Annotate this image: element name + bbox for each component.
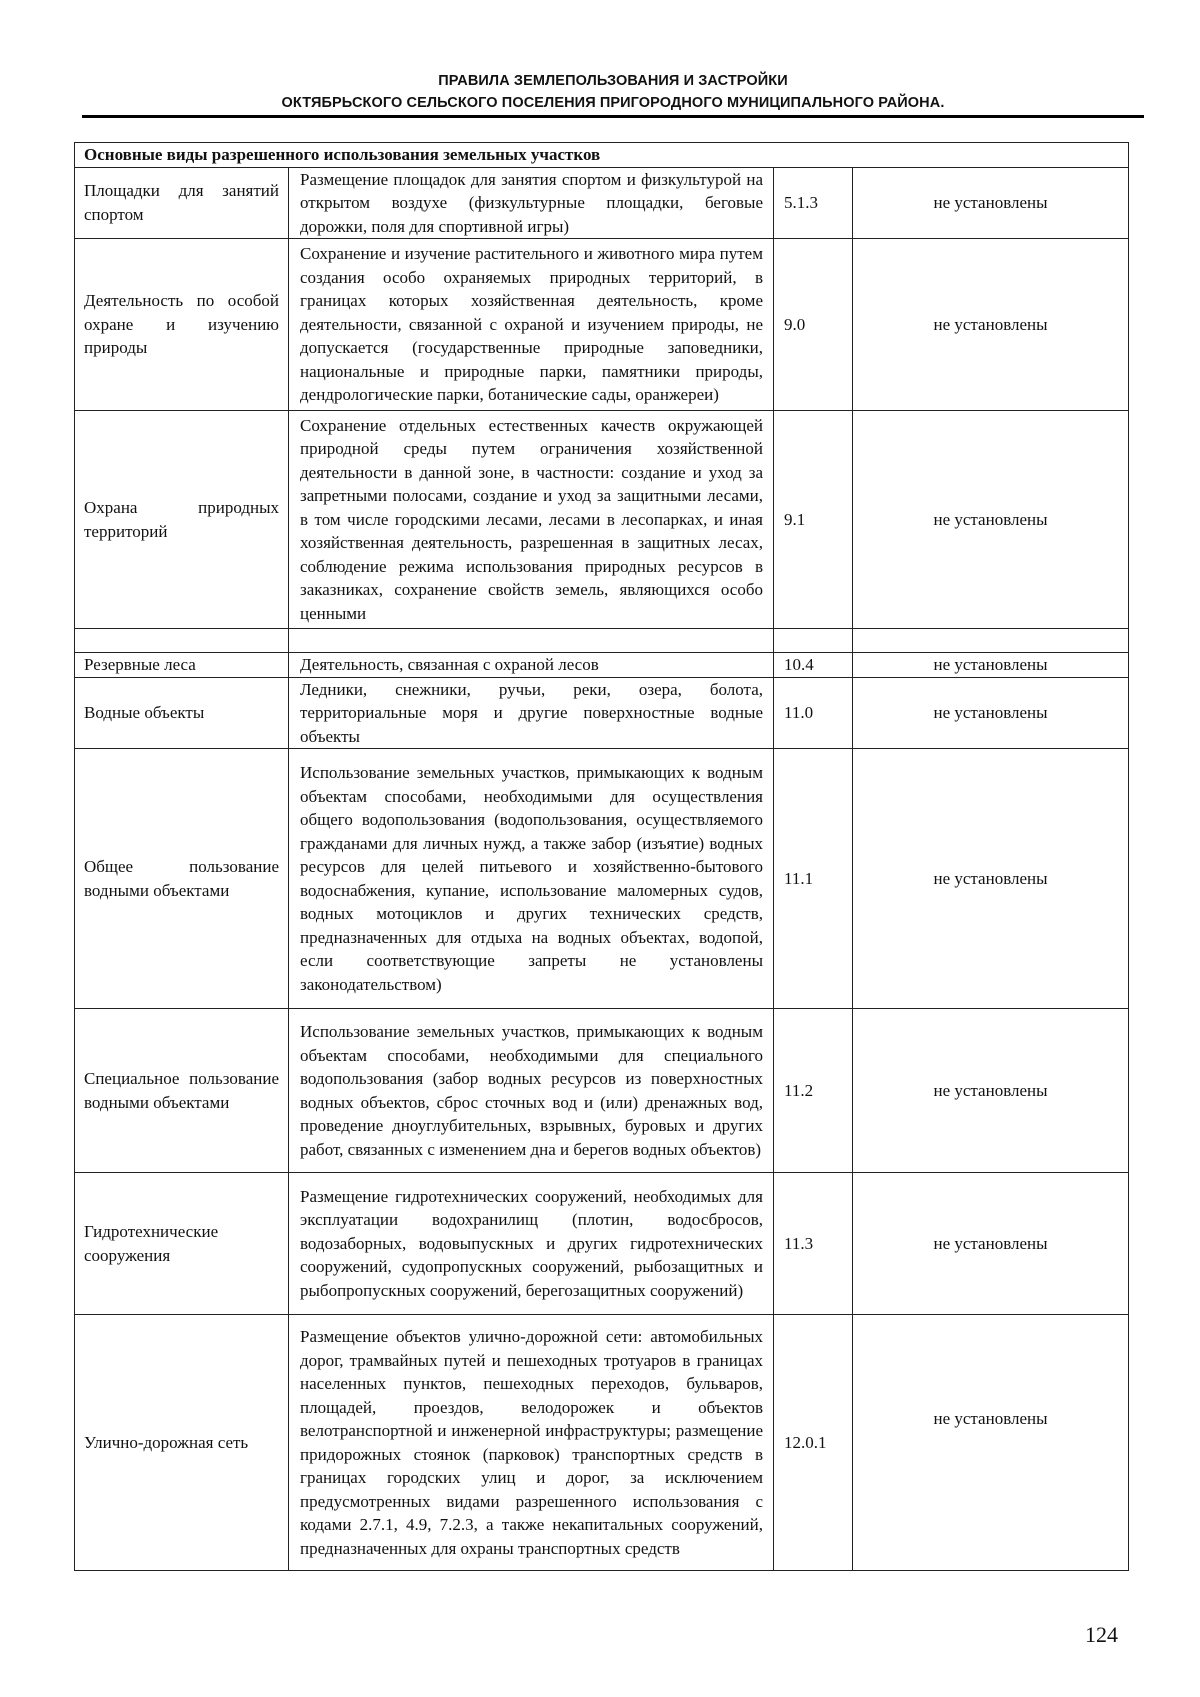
use-code: 11.3 [774,1173,853,1315]
table-row [75,239,1129,411]
table-row-empty [75,629,1129,653]
use-name: Специальное пользование водными объектами [75,1009,289,1173]
use-name: Площадки для занятий спортом [75,167,289,239]
use-name: Улично-дорожная сеть [75,1315,289,1571]
running-header-line-2: ОКТЯБРЬСКОГО СЕЛЬСКОГО ПОСЕЛЕНИЯ ПРИГОРОДНОГО МУНИЦИПАЛЬНОГО РАЙОНА. [281,95,945,111]
use-code: 9.0 [774,239,853,411]
use-code: 12.0.1 [774,1315,853,1571]
use-parameters: не установлены [853,1315,1129,1571]
table-row [75,1009,1129,1173]
use-code: 9.1 [774,411,853,629]
use-parameters: не установлены [853,653,1129,678]
use-description: Использование земельных участков, примыкающих к водным объектам способами, необходимыми для специального водопользования (забор водных ресурсов из поверхностных водных объектов, сброс сточных вод и (или) дренажных вод, проведение дноуглубительных, взрывных, буровых и других работ, связанных с изменением дна и берегов водных объектов) [289,1009,774,1173]
table-row [75,677,1129,749]
table-row [75,167,1129,239]
page-number: 124 [1085,1622,1118,1647]
use-code: 11.0 [774,677,853,749]
use-parameters: не установлены [853,749,1129,1009]
use-code: 11.2 [774,1009,853,1173]
use-description: Сохранение и изучение растительного и животного мира путем создания особо охраняемых природных территорий, в границах которых хозяйственная деятельность, кроме деятельности, связанной с охраной и изучением природы, не допускается (государственные природные заповедники, национальные и природные парки, памятники природы, дендрологические парки, ботанические сады, оранжереи) [289,239,774,411]
table-row [75,1315,1129,1571]
table-caption-row [75,143,1129,168]
use-code: 5.1.3 [774,167,853,239]
use-parameters: не установлены [853,677,1129,749]
use-description: Размещение объектов улично-дорожной сети: автомобильных дорог, трамвайных путей и пешеходных тротуаров в границах населенных пунктов, пешеходных переходов, бульваров, площадей, проездов, велодорожек и объектов велотранспортной и инженерной инфраструктуры; размещение придорожных стоянок (парковок) транспортных средств в границах городских улиц и дорог, за исключением предусмотренных видами разрешенного использования с кодами 2.7.1, 4.9, 7.2.3, а также некапитальных сооружений, предназначенных для охраны транспортных средств [289,1315,774,1571]
use-name: Общее пользование водными объектами [75,749,289,1009]
use-description: Размещение гидротехнических сооружений, необходимых для эксплуатации водохранилищ (плотин, водосбросов, водозаборных, водовыпускных и других гидротехнических сооружений, судопропускных сооружений, рыбозащитных и рыбопропускных сооружений, берегозащитных сооружений) [289,1173,774,1315]
table-caption: Основные виды разрешенного использования земельных участков [75,143,1129,168]
use-parameters: не установлены [853,167,1129,239]
use-description: Размещение площадок для занятия спортом и физкультурой на открытом воздухе (физкультурные площадки, беговые дорожки, поля для спортивной игры) [289,167,774,239]
use-code: 10.4 [774,653,853,678]
use-code: 11.1 [774,749,853,1009]
use-parameters: не установлены [853,1009,1129,1173]
use-name: Водные объекты [75,677,289,749]
use-description: Сохранение отдельных естественных качеств окружающей природной среды путем ограничения хозяйственной деятельности в данной зоне, в частности: создание и уход за запретными полосами, создание и уход за защитными лесами, в том числе городскими лесами, лесами в лесопарках, и иная хозяйственная деятельность, разрешенная в защитных лесах, соблюдение режима использования природных ресурсов в заказниках, сохранение свойств земель, являющихся особо ценными [289,411,774,629]
use-parameters: не установлены [853,239,1129,411]
running-header-line-1: ПРАВИЛА ЗЕМЛЕПОЛЬЗОВАНИЯ И ЗАСТРОЙКИ [438,73,788,89]
table-row [75,653,1129,678]
table-row [75,749,1129,1009]
use-parameters: не установлены [853,1173,1129,1315]
use-parameters: не установлены [853,411,1129,629]
use-name: Резервные леса [75,653,289,678]
use-name: Охрана природных территорий [75,411,289,629]
table-row [75,1173,1129,1315]
use-description: Использование земельных участков, примыкающих к водным объектам способами, необходимыми для осуществления общего водопользования (водопользования, осуществляемого гражданами для личных нужд, а также забор (изъятие) водных ресурсов для целей питьевого и хозяйственно-бытового водоснабжения, купание, использование маломерных судов, водных мотоциклов и других технических средств, предназначенных для отдыха на водных объектах, водопой, если соответствующие запреты не установлены законодательством) [289,749,774,1009]
use-name: Деятельность по особой охране и изучению природы [75,239,289,411]
land-use-table [74,142,1129,1571]
table-row [75,411,1129,629]
use-description: Деятельность, связанная с охраной лесов [289,653,774,678]
use-description: Ледники, снежники, ручьи, реки, озера, болота, территориальные моря и другие поверхностные водные объекты [289,677,774,749]
use-name: Гидротехнические сооружения [75,1173,289,1315]
header-rule [82,115,1144,118]
